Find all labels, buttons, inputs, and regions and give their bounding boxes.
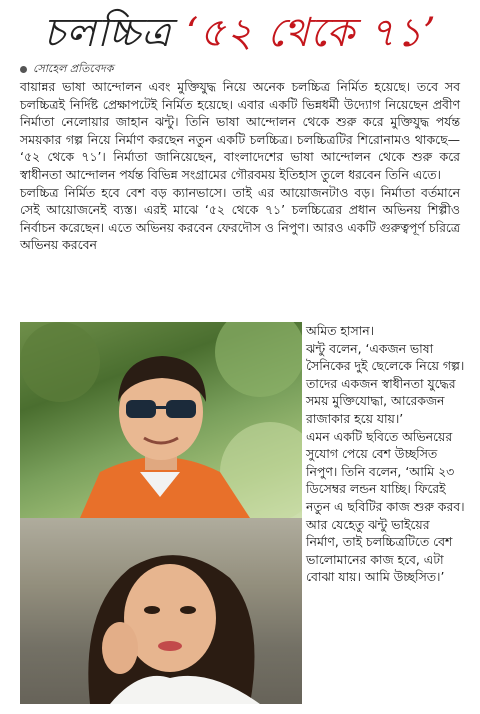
side-paragraph-3: এমন একটি ছবিতে অভিনয়ের সুযোগ পেয়ে বেশ উচ্ছসিত নিপুণ। তিনি বলেন, ‘আমি ২৩ ডিসেম্বর লন্ডন যাচ্ছি। ফিরেই নতুন এ ছবিটির কাজ শুরু করব। আর যেহেতু ঝন্টু ভাইয়ের নির্মাণ, তাই চলচ্চিত্রটিতে বেশ ভালোমানের কাজ হবে, এটা বোঝা যায়। আমি উচ্ছসিত।’ [306, 428, 465, 585]
byline [20, 62, 460, 76]
side-paragraph-2: ঝন্টু বলেন, ‘একজন ভাষা সৈনিকের দুই ছেলেকে নিয়ে গল্প। তাদের একজন স্বাধীনতা যুদ্ধের সময় মুক্তিযোদ্ধা, আরেকজন রাজাকার হয়ে যায়।’ [306, 340, 465, 426]
side-paragraph-1: অমিত হাসান। [306, 323, 375, 338]
byline-text: সোহেল প্রতিবেদক [33, 61, 114, 75]
side-column [306, 322, 466, 586]
actress-photo [20, 518, 302, 704]
bullet-icon [20, 66, 27, 73]
actor-photo-illustration [20, 322, 302, 518]
actress-photo-illustration [20, 518, 302, 704]
body-paragraph-2: চলচ্চিত্র নির্মিত হবে বেশ বড় ক্যানভাসে। তাই এর আয়োজনটাও বড়। নির্মাতা বর্তমানে সেই আয়োজনেই ব্যস্ত। এরই মাঝে ‘৫২ থেকে ৭১’ চলচ্চিত্রের প্রধান অভিনয় শিল্পীও নির্বাচন করেছেন। এতে অভিনয় করবেন ফেরদৌস ও নিপুণ। আরও একটি গুরুত্বপূর্ণ চরিত্রে অভিনয় করবেন [20, 184, 460, 253]
article-body [20, 78, 460, 254]
article-headline [0, 6, 480, 62]
body-paragraph-1: বায়ান্নর ভাষা আন্দোলন এবং মুক্তিযুদ্ধ নিয়ে অনেক চলচ্চিত্র নির্মিত হয়েছে। তবে সব চলচ্চিত্রই নির্দিষ্ট প্রেক্ষাপটেই নির্মিত হয়েছে। এবার একটি ভিন্নধর্মী উদ্যোগ নিয়েছেন প্রবীণ নির্মাতা নেলোয়ার জাহান ঝন্টু। তিনি ভাষা আন্দোলন থেকে শুরু করে মুক্তিযুদ্ধ পর্যন্ত সময়কার গল্প নিয়ে নির্মাণ করছেন নতুন একটি চলচ্চিত্র। চলচ্চিত্রটির শিরোনামও থাকছে— ‘৫২ থেকে ৭১’। নির্মাতা জানিয়েছেন, বাংলাদেশের ভাষা আন্দোলন থেকে শুরু করে স্বাধীনতা আন্দোলন পর্যন্ত বিভিন্ন সংগ্রামের গৌরবময় ইতিহাস তুলে ধরবেন তিনি এতে। [20, 79, 460, 182]
actor-photo [20, 322, 302, 518]
headline-quoted-title: ‘৫২ থেকে ৭১’ [185, 9, 437, 56]
headline-main: চলচ্চিত্র [43, 9, 172, 56]
